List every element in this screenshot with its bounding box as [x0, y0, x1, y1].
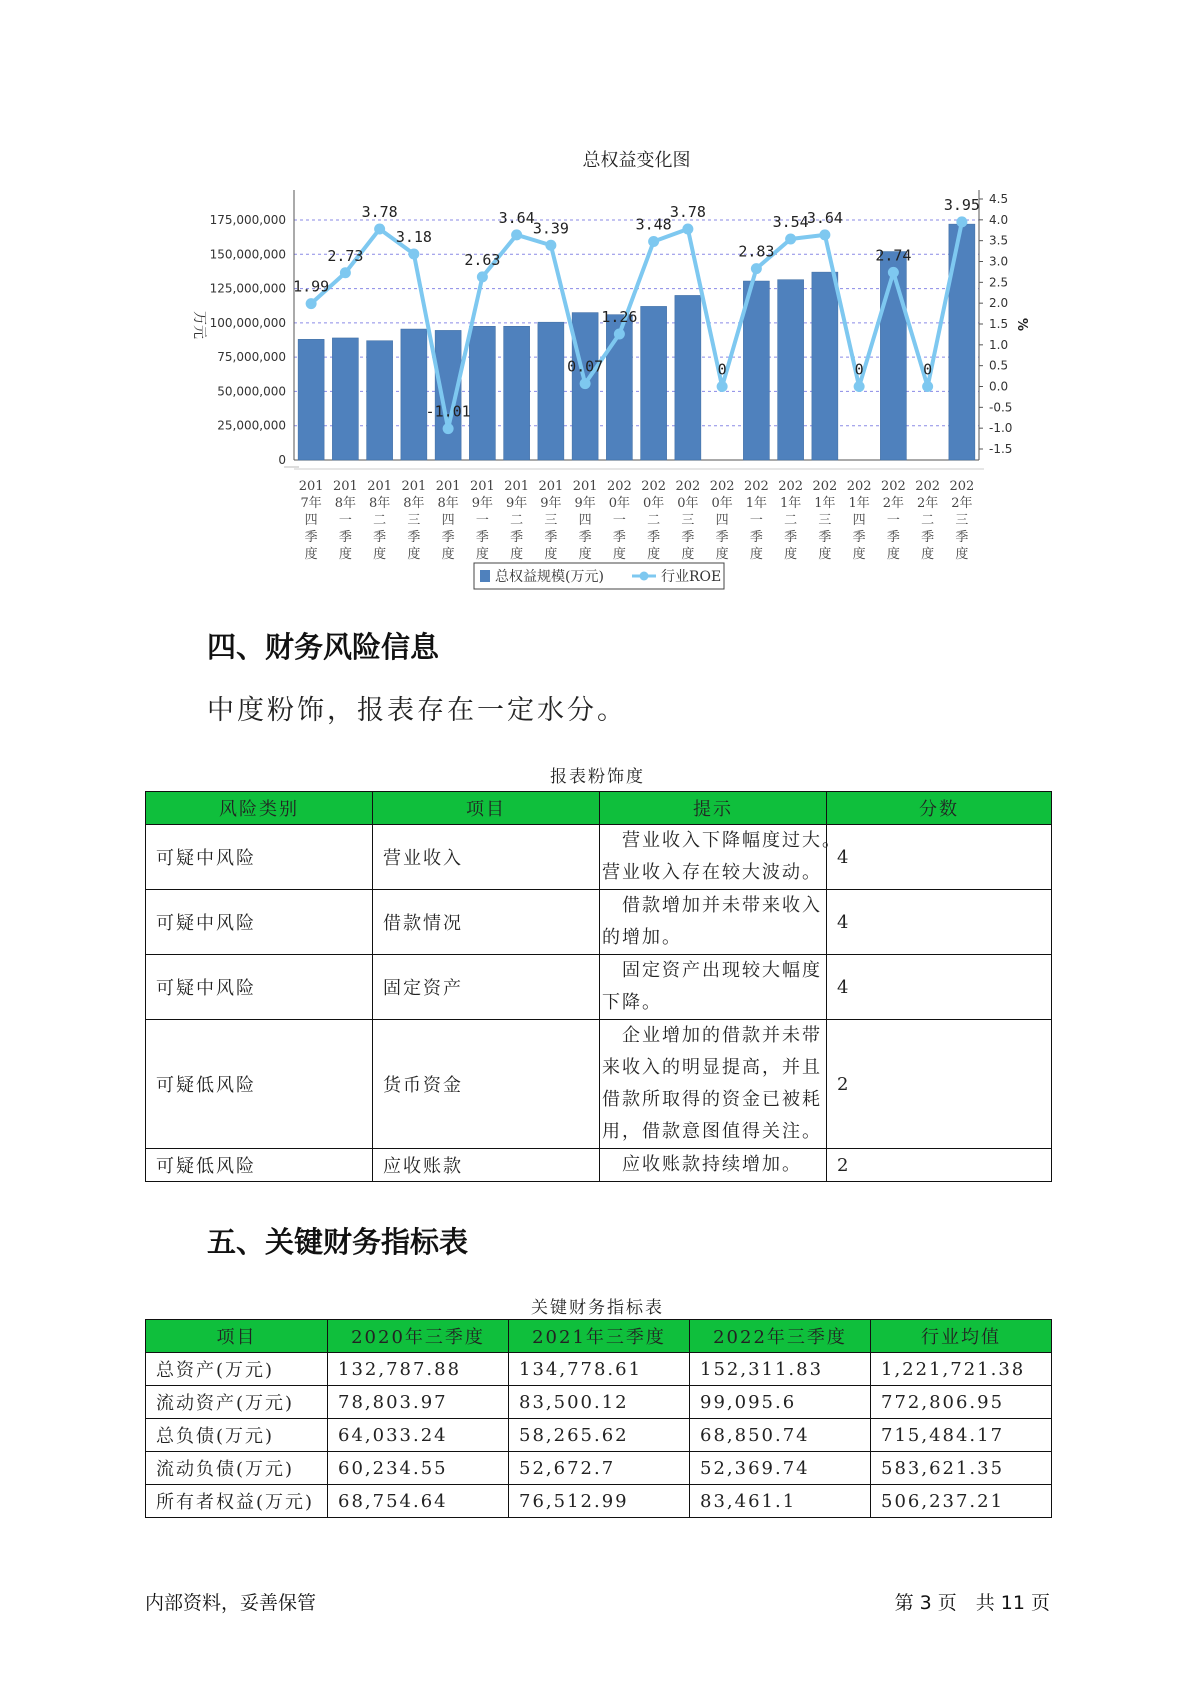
- roe-data-label: 0.07: [567, 357, 604, 376]
- footer-confidential-note: 内部资料，妥善保管: [145, 1592, 317, 1614]
- x-tick-label: 202: [949, 479, 975, 494]
- risk-item-cell: 借款情况: [373, 890, 600, 955]
- kpi-2021q3-cell: 134,778.61: [509, 1353, 690, 1386]
- risk-category-cell: 可疑中风险: [146, 825, 373, 890]
- x-tick-label: 度: [818, 547, 832, 562]
- x-tick-label: 2年: [916, 496, 939, 511]
- kpi-2020q3-cell: 78,803.97: [328, 1386, 509, 1419]
- roe-data-label: 2.63: [464, 250, 501, 269]
- left-axis-title: 万元: [191, 311, 207, 339]
- kpi-table-row: [146, 1419, 1052, 1452]
- x-tick-label: 四: [304, 513, 318, 528]
- x-tick-label: 度: [955, 547, 969, 562]
- x-tick-label: 202: [709, 479, 735, 494]
- section5-heading: 五、关键财务指标表: [207, 1225, 469, 1259]
- legend-line-label: 行业ROE: [661, 569, 722, 585]
- x-tick-label: 9年: [471, 496, 494, 511]
- kpi-2021q3-cell: 52,672.7: [509, 1452, 690, 1485]
- x-tick-label: 202: [846, 479, 872, 494]
- x-tick-label: 0年: [677, 496, 699, 511]
- risk-table-row: [146, 825, 1052, 890]
- right-tick-label: 1.0: [989, 337, 1009, 352]
- roe-point: [751, 263, 762, 274]
- right-tick-label: 0.5: [989, 358, 1009, 373]
- x-tick-label: 三: [955, 513, 969, 528]
- risk-item-cell: 货币资金: [373, 1020, 600, 1149]
- roe-point: [956, 216, 967, 227]
- x-tick-label: 一: [749, 513, 763, 528]
- risk-table-row: [146, 955, 1052, 1020]
- risk-tip-line: 用，借款意图值得关注。: [602, 1121, 822, 1142]
- roe-point: [408, 249, 419, 260]
- roe-point: [340, 267, 351, 278]
- left-tick-label: 125,000,000: [209, 281, 286, 296]
- kpi-item-cell: 流动资产(万元): [146, 1386, 328, 1419]
- right-tick-label: 3.0: [989, 254, 1009, 269]
- roe-point: [888, 267, 899, 278]
- kpi-2021q3-cell: 58,265.62: [509, 1419, 690, 1452]
- kpi-header-2022q3: 2022年三季度: [690, 1320, 871, 1353]
- x-tick-label: 201: [298, 479, 324, 494]
- kpi-2020q3-cell: 132,787.88: [328, 1353, 509, 1386]
- x-tick-label: 9年: [505, 496, 528, 511]
- equity-bar: [504, 326, 530, 460]
- right-tick-label: 4.0: [989, 212, 1009, 227]
- risk-tip-line: 来收入的明显提高，并且: [602, 1057, 822, 1078]
- kpi-header-item: 项目: [146, 1320, 328, 1353]
- x-tick-label: 一: [612, 513, 626, 528]
- x-tick-label: 1年: [779, 496, 802, 511]
- x-tick-label: 度: [647, 547, 661, 562]
- x-tick-label: 度: [784, 547, 798, 562]
- right-tick-label: 0.0: [989, 379, 1009, 394]
- x-tick-label: 季: [510, 530, 524, 545]
- risk-tip-cell: [600, 1149, 827, 1182]
- x-tick-label: 季: [681, 530, 695, 545]
- equity-chart: [0, 0, 1191, 600]
- chart-title: 总权益变化图: [582, 150, 691, 171]
- x-tick-label: 202: [675, 479, 701, 494]
- left-tick-label: 25,000,000: [217, 418, 286, 433]
- equity-bar: [298, 339, 324, 460]
- x-tick-label: 二: [647, 513, 661, 528]
- x-tick-label: 二: [510, 513, 524, 528]
- right-tick-label: 1.5: [989, 317, 1009, 331]
- roe-point: [785, 234, 796, 245]
- x-tick-label: 季: [784, 530, 798, 545]
- x-tick-label: 202: [880, 479, 906, 494]
- x-tick-label: 201: [435, 479, 461, 494]
- x-tick-label: 季: [852, 530, 866, 545]
- x-tick-label: 度: [886, 547, 900, 562]
- roe-point: [511, 229, 522, 240]
- roe-data-label: 2.83: [738, 242, 775, 261]
- risk-category-cell: 可疑中风险: [146, 955, 373, 1020]
- legend-line-marker: [640, 572, 649, 581]
- x-tick-label: 度: [749, 547, 763, 562]
- roe-data-label: 2.73: [327, 246, 364, 265]
- roe-data-label: -1.01: [425, 402, 471, 421]
- kpi-industry-avg-cell: 583,621.35: [871, 1452, 1052, 1485]
- x-tick-label: 季: [955, 530, 969, 545]
- risk-table-row: [146, 1020, 1052, 1149]
- right-tick-label: -1.0: [989, 421, 1013, 436]
- right-tick-label: 2.5: [989, 275, 1009, 290]
- x-tick-label: 8年: [437, 496, 459, 511]
- footer-page-number: 第 3 页 共 11 页: [894, 1592, 1050, 1614]
- risk-tip-line: 企业增加的借款并未带: [602, 1025, 822, 1046]
- risk-score-cell: 2: [827, 1020, 1052, 1149]
- kpi-industry-avg-cell: 772,806.95: [871, 1386, 1052, 1419]
- risk-tip-line: 营业收入下降幅度过大。: [602, 830, 842, 851]
- roe-data-label: 3.64: [806, 208, 843, 227]
- x-tick-label: 1年: [848, 496, 870, 511]
- left-tick-label: 175,000,000: [209, 213, 286, 227]
- legend-bar-label: 总权益规模(万元): [495, 569, 604, 585]
- kpi-2021q3-cell: 76,512.99: [509, 1485, 690, 1518]
- x-tick-label: 201: [469, 479, 495, 494]
- x-tick-label: 季: [475, 530, 489, 545]
- kpi-table-row: [146, 1353, 1052, 1386]
- kpi-2020q3-cell: 60,234.55: [328, 1452, 509, 1485]
- kpi-table-row: [146, 1485, 1052, 1518]
- x-tick-label: 季: [818, 530, 832, 545]
- roe-point: [477, 271, 488, 282]
- section4-heading: 四、财务风险信息: [207, 630, 440, 664]
- risk-score-cell: 4: [827, 890, 1052, 955]
- x-tick-label: 季: [441, 530, 455, 545]
- x-tick-label: 三: [407, 513, 421, 528]
- x-tick-label: 度: [304, 547, 318, 562]
- right-tick-label: 4.5: [989, 192, 1009, 206]
- equity-bar: [401, 329, 427, 460]
- left-tick-label: 0: [278, 453, 286, 467]
- risk-tip-line: 借款所取得的资金已被耗: [602, 1089, 822, 1110]
- kpi-2022q3-cell: 83,461.1: [690, 1485, 871, 1518]
- equity-bar: [880, 252, 906, 460]
- risk-header-score: 分数: [827, 792, 1052, 825]
- x-tick-label: 202: [641, 479, 667, 494]
- right-axis-title: %: [1014, 318, 1029, 332]
- x-tick-label: 季: [715, 530, 729, 545]
- risk-header-category: 风险类别: [146, 792, 373, 825]
- x-tick-label: 度: [338, 547, 352, 562]
- x-tick-label: 9年: [574, 496, 596, 511]
- x-tick-label: 四: [441, 513, 455, 528]
- x-tick-label: 季: [612, 530, 626, 545]
- x-tick-label: 1年: [745, 496, 768, 511]
- x-tick-label: 8年: [403, 496, 425, 511]
- kpi-2020q3-cell: 68,754.64: [328, 1485, 509, 1518]
- x-tick-label: 0年: [642, 496, 665, 511]
- x-tick-label: 0年: [608, 496, 631, 511]
- equity-bar: [538, 322, 564, 460]
- kpi-2022q3-cell: 99,095.6: [690, 1386, 871, 1419]
- x-tick-label: 季: [544, 530, 558, 545]
- risk-tip-line: 的增加。: [602, 927, 682, 948]
- kpi-item-cell: 所有者权益(万元): [146, 1485, 328, 1518]
- left-tick-label: 50,000,000: [217, 384, 286, 399]
- roe-point: [306, 298, 317, 309]
- x-tick-label: 2年: [882, 496, 905, 511]
- right-tick-label: 2.0: [989, 296, 1009, 311]
- risk-tip-cell: [600, 890, 827, 955]
- legend-bar-swatch: [480, 570, 490, 582]
- equity-bar: [778, 280, 804, 460]
- x-tick-label: 度: [373, 547, 387, 562]
- left-tick-label: 75,000,000: [217, 350, 286, 365]
- risk-category-cell: 可疑中风险: [146, 890, 373, 955]
- kpi-table-caption: 关键财务指标表: [531, 1298, 664, 1318]
- x-tick-label: 四: [715, 513, 729, 528]
- risk-tip-cell: [600, 1020, 827, 1149]
- roe-data-label: 3.78: [361, 203, 398, 221]
- x-tick-label: 季: [304, 530, 318, 545]
- kpi-industry-avg-cell: 506,237.21: [871, 1485, 1052, 1518]
- equity-chart-svg: [0, 0, 1191, 600]
- x-tick-label: 8年: [368, 496, 391, 511]
- left-tick-label: 100,000,000: [209, 315, 286, 330]
- left-tick-label: 150,000,000: [209, 247, 286, 262]
- x-tick-label: 202: [812, 479, 838, 494]
- x-tick-label: 度: [441, 547, 455, 562]
- risk-table: [145, 791, 1052, 1182]
- risk-tip-line: 下降。: [602, 992, 662, 1013]
- roe-data-label: 2.74: [875, 246, 912, 265]
- kpi-2022q3-cell: 52,369.74: [690, 1452, 871, 1485]
- roe-point: [648, 236, 659, 247]
- x-tick-label: 季: [338, 530, 352, 545]
- roe-data-label: 0: [717, 360, 727, 379]
- roe-data-label: 1.26: [601, 308, 638, 326]
- roe-point: [580, 378, 591, 389]
- roe-point: [682, 224, 693, 235]
- x-tick-label: 四: [852, 513, 866, 528]
- x-tick-label: 度: [852, 547, 866, 562]
- kpi-header-2020q3: 2020年三季度: [328, 1320, 509, 1353]
- x-tick-label: 一: [475, 513, 489, 528]
- x-tick-label: 7年: [300, 496, 322, 511]
- equity-bar: [367, 341, 393, 460]
- kpi-table-row: [146, 1452, 1052, 1485]
- x-tick-label: 三: [818, 513, 832, 528]
- roe-point: [545, 240, 556, 251]
- kpi-item-cell: 总负债(万元): [146, 1419, 328, 1452]
- risk-tip-line: 应收账款持续增加。: [602, 1154, 802, 1175]
- x-tick-label: 度: [681, 547, 695, 562]
- kpi-header-industry-avg: 行业均值: [871, 1320, 1052, 1353]
- kpi-header-2021q3: 2021年三季度: [509, 1320, 690, 1353]
- x-tick-label: 度: [921, 547, 935, 562]
- risk-header-tip: 提示: [600, 792, 827, 825]
- x-tick-label: 201: [367, 479, 393, 494]
- risk-tip-cell: [600, 825, 842, 890]
- risk-category-cell: 可疑低风险: [146, 1020, 373, 1149]
- x-tick-label: 202: [778, 479, 804, 494]
- x-tick-label: 度: [715, 547, 729, 562]
- x-tick-label: 季: [578, 530, 592, 545]
- equity-bar: [743, 281, 769, 460]
- kpi-industry-avg-cell: 1,221,721.38: [871, 1353, 1052, 1386]
- x-tick-label: 202: [915, 479, 941, 494]
- roe-data-label: 3.54: [772, 213, 809, 231]
- risk-category-cell: 可疑低风险: [146, 1149, 373, 1182]
- x-tick-label: 201: [538, 479, 564, 494]
- roe-data-label: 3.78: [669, 203, 706, 221]
- section4-paragraph: 中度粉饰，报表存在一定水分。: [207, 695, 627, 726]
- roe-data-label: 0: [854, 360, 864, 379]
- roe-point: [854, 381, 865, 392]
- equity-bar: [469, 326, 495, 460]
- x-tick-label: 201: [332, 479, 358, 494]
- kpi-item-cell: 流动负债(万元): [146, 1452, 328, 1485]
- right-tick-label: -1.5: [989, 442, 1013, 456]
- x-tick-label: 201: [401, 479, 427, 494]
- roe-data-label: 1.99: [293, 277, 330, 296]
- roe-point: [614, 329, 625, 340]
- roe-data-label: 0: [923, 360, 933, 379]
- x-tick-label: 二: [921, 513, 935, 528]
- equity-bar: [675, 295, 701, 460]
- kpi-table-header-row: [146, 1320, 1052, 1353]
- right-tick-label: 3.5: [989, 233, 1009, 248]
- roe-data-label: 3.18: [395, 228, 432, 246]
- x-tick-label: 三: [544, 513, 558, 528]
- risk-tip-line: 借款增加并未带来收入: [602, 895, 822, 916]
- equity-bar: [641, 306, 667, 460]
- x-tick-label: 度: [612, 547, 626, 562]
- x-tick-label: 201: [504, 479, 530, 494]
- risk-item-cell: 应收账款: [373, 1149, 600, 1182]
- x-tick-label: 季: [921, 530, 935, 545]
- x-tick-label: 0年: [711, 496, 733, 511]
- risk-item-cell: 营业收入: [373, 825, 600, 890]
- risk-score-cell: 4: [827, 825, 1052, 890]
- risk-score-cell: 2: [827, 1149, 1052, 1182]
- equity-bar: [812, 272, 838, 460]
- risk-table-caption: 报表粉饰度: [550, 767, 645, 787]
- risk-tip-line: 固定资产出现较大幅度: [602, 960, 822, 981]
- x-tick-label: 季: [647, 530, 661, 545]
- x-tick-label: 1年: [814, 496, 836, 511]
- roe-point: [717, 381, 728, 392]
- roe-point: [443, 423, 454, 434]
- risk-header-item: 项目: [373, 792, 600, 825]
- x-tick-label: 度: [475, 547, 489, 562]
- x-tick-label: 三: [681, 513, 695, 528]
- kpi-2022q3-cell: 152,311.83: [690, 1353, 871, 1386]
- x-tick-label: 一: [338, 513, 352, 528]
- x-tick-label: 季: [407, 530, 421, 545]
- x-tick-label: 度: [510, 547, 524, 562]
- x-tick-label: 季: [749, 530, 763, 545]
- risk-tip-cell: [600, 955, 827, 1020]
- equity-bar: [332, 338, 358, 460]
- x-tick-label: 度: [578, 547, 592, 562]
- x-tick-label: 二: [784, 513, 798, 528]
- x-tick-label: 9年: [540, 496, 562, 511]
- risk-table-row: [146, 890, 1052, 955]
- x-tick-label: 二: [373, 513, 387, 528]
- x-tick-label: 202: [743, 479, 769, 494]
- x-tick-label: 季: [886, 530, 900, 545]
- kpi-industry-avg-cell: 715,484.17: [871, 1419, 1052, 1452]
- x-tick-label: 季: [373, 530, 387, 545]
- roe-point: [819, 229, 830, 240]
- x-tick-label: 四: [578, 513, 592, 528]
- risk-tip-line: 营业收入存在较大波动。: [602, 862, 822, 883]
- x-tick-label: 度: [544, 547, 558, 562]
- roe-point: [922, 381, 933, 392]
- kpi-item-cell: 总资产(万元): [146, 1353, 328, 1386]
- risk-score-cell: 4: [827, 955, 1052, 1020]
- kpi-2022q3-cell: 68,850.74: [690, 1419, 871, 1452]
- roe-data-label: 3.39: [532, 219, 569, 238]
- kpi-table-row: [146, 1386, 1052, 1419]
- x-tick-label: 201: [572, 479, 598, 494]
- x-tick-label: 2年: [951, 496, 973, 511]
- risk-item-cell: 固定资产: [373, 955, 600, 1020]
- x-tick-label: 度: [407, 547, 421, 562]
- kpi-table: [145, 1319, 1052, 1518]
- x-tick-label: 8年: [334, 496, 357, 511]
- roe-data-label: 3.48: [635, 215, 672, 234]
- kpi-2020q3-cell: 64,033.24: [328, 1419, 509, 1452]
- roe-data-label: 3.95: [943, 195, 980, 214]
- kpi-2021q3-cell: 83,500.12: [509, 1386, 690, 1419]
- right-tick-label: -0.5: [989, 400, 1013, 415]
- roe-data-label: 3.64: [498, 208, 535, 227]
- risk-table-header-row: [146, 792, 1052, 825]
- roe-point: [374, 224, 385, 235]
- x-tick-label: 一: [886, 513, 900, 528]
- x-tick-label: 202: [606, 479, 632, 494]
- risk-table-row: [146, 1149, 1052, 1182]
